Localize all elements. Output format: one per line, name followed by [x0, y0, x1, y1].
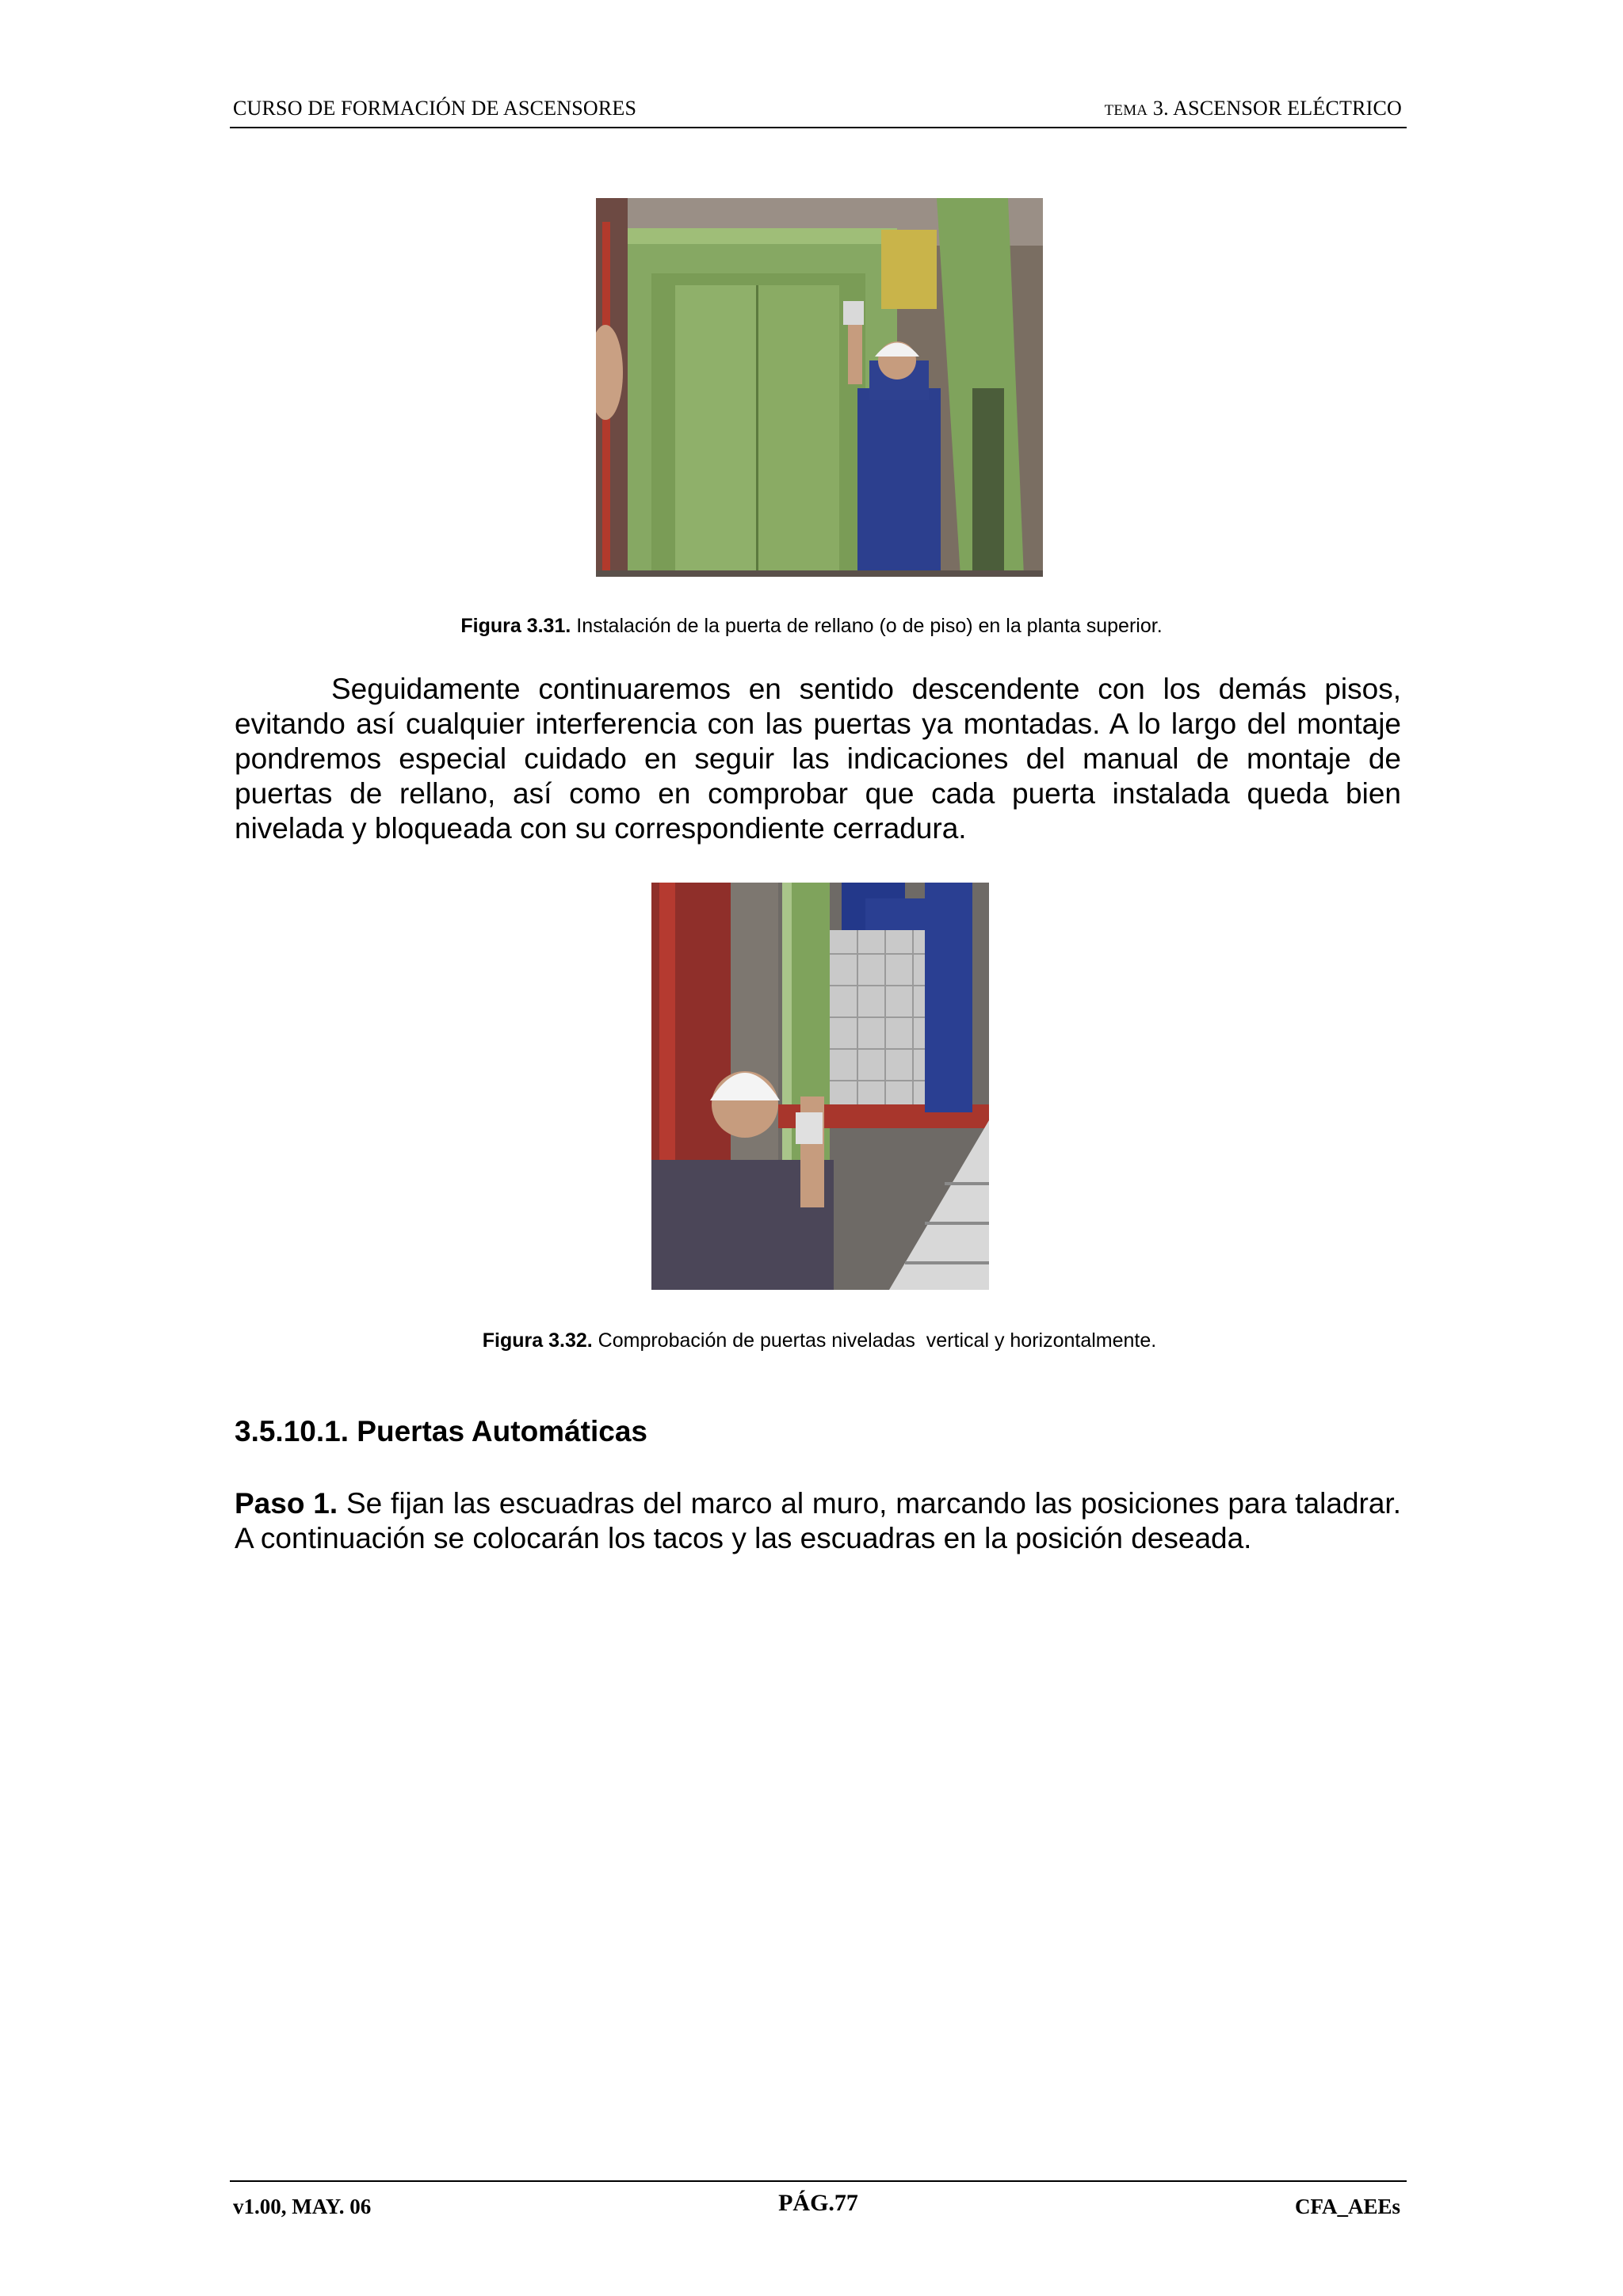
footer-page-number: PÁG.77: [778, 2190, 858, 2216]
section-heading: 3.5.10.1. Puertas Automáticas: [235, 1415, 647, 1447]
step-paragraph: [235, 1486, 1401, 1556]
page-header: [230, 93, 1407, 128]
page-footer: [230, 2180, 1407, 2220]
figure-3-32-caption: [8, 1329, 1623, 1352]
header-topic: [1105, 97, 1402, 120]
header-topic-prefix: TEMA: [1104, 102, 1148, 119]
figure-3-31-caption: [0, 615, 1623, 638]
figure-3-32-photo: [651, 883, 989, 1290]
footer-version: v1.00, MAY. 06: [233, 2195, 372, 2218]
figure-3-32-caption-text: Comprobación de puertas niveladas vertical y horizontalmente.: [598, 1329, 1157, 1352]
figure-3-31-photo: [596, 198, 1043, 577]
header-course-title: CURSO DE FORMACIÓN DE ASCENSORES: [233, 97, 637, 120]
footer-code: CFA_AEEs: [1294, 2195, 1400, 2218]
body-paragraph: Seguidamente continuaremos en sentido descendente con los demás pisos, evitando así cualquier interferencia con las puertas ya montadas. A lo largo del montaje pondremos especial cuidado en seguir las indicaciones del manual de montaje de puertas de rellano, así como en comprobar que cada puerta instalada queda bien nivelada y bloqueada con su correspondiente cerradura.: [235, 673, 1401, 845]
figure-3-32-label: Figura 3.32.: [482, 1329, 593, 1352]
header-topic-title: 3. ASCENSOR ELÉCTRICO: [1152, 97, 1402, 120]
figure-3-31-caption-text: Instalación de la puerta de rellano (o de piso) en la planta superior.: [576, 615, 1163, 637]
step-text: Se fijan las escuadras del marco al muro, marcando las posiciones para taladrar. A continuación se colocarán los tacos y las escuadras en la posición deseada.: [235, 1487, 1401, 1554]
step-label: Paso 1.: [235, 1487, 338, 1520]
figure-3-31-label: Figura 3.31.: [460, 615, 571, 637]
